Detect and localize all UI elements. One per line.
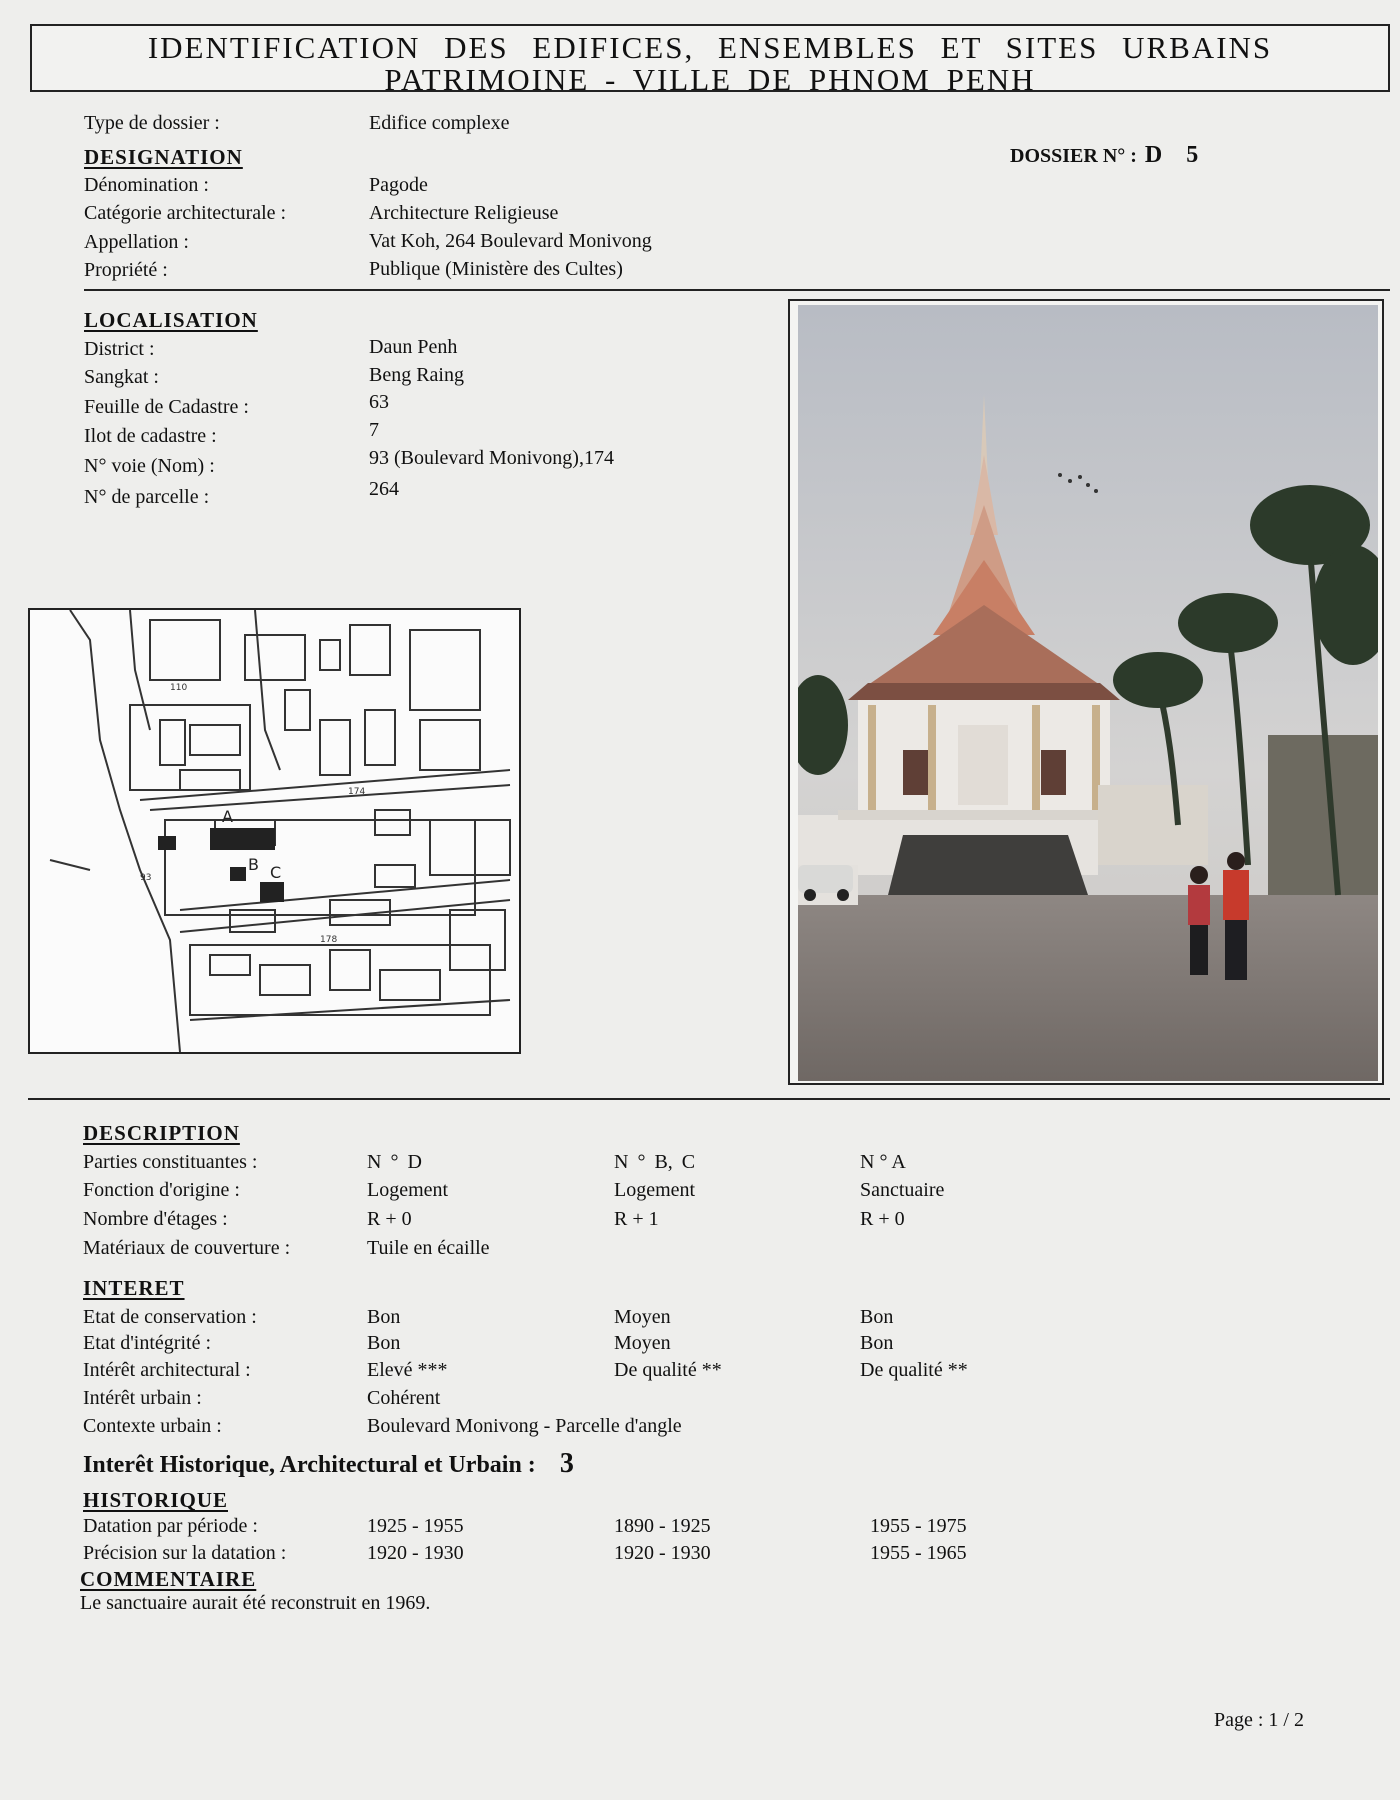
type-dossier-value: Edifice complexe bbox=[369, 112, 510, 134]
dossier-number-label: DOSSIER N° : bbox=[1010, 145, 1137, 167]
designation-label: Catégorie architecturale : bbox=[84, 202, 287, 224]
designation-value: Publique (Ministère des Cultes) bbox=[369, 258, 623, 280]
interet-label: Intérêt architectural : bbox=[83, 1359, 251, 1381]
document-title-box bbox=[30, 24, 1390, 97]
description-col1: Logement bbox=[367, 1179, 449, 1201]
interet-label: Intérêt urbain : bbox=[83, 1387, 202, 1409]
historique-col1: 1920 - 1930 bbox=[367, 1542, 464, 1564]
map-street-110: 110 bbox=[170, 683, 188, 693]
designation-label: Propriété : bbox=[84, 259, 168, 281]
description-col3: N ° A bbox=[860, 1151, 906, 1173]
interet-label: Etat de conservation : bbox=[83, 1306, 257, 1328]
map-street-178: 178 bbox=[320, 935, 338, 945]
localisation-heading: LOCALISATION bbox=[84, 308, 258, 332]
localisation-label: N° voie (Nom) : bbox=[84, 455, 215, 477]
historique-col1: 1925 - 1955 bbox=[367, 1515, 464, 1537]
map-street-174: 174 bbox=[348, 787, 366, 797]
designation-label: Appellation : bbox=[84, 231, 189, 253]
dossier-number-value: D 5 bbox=[1144, 142, 1199, 168]
map-label-c: C bbox=[270, 863, 282, 882]
interet-total bbox=[83, 1448, 574, 1480]
interet-col1: Cohérent bbox=[367, 1387, 441, 1409]
interet-col2: De qualité ** bbox=[614, 1359, 722, 1381]
description-label: Matériaux de couverture : bbox=[83, 1237, 291, 1259]
interet-col3: Bon bbox=[860, 1332, 894, 1354]
localisation-value: 7 bbox=[369, 419, 379, 441]
interet-col1: Boulevard Monivong - Parcelle d'angle bbox=[367, 1415, 682, 1437]
historique-col3: 1955 - 1975 bbox=[870, 1515, 967, 1537]
localisation-value: Daun Penh bbox=[369, 336, 458, 358]
localisation-label: N° de parcelle : bbox=[84, 486, 210, 508]
interet-label: Contexte urbain : bbox=[83, 1415, 222, 1437]
historique-label: Précision sur la datation : bbox=[83, 1542, 287, 1564]
designation-label: Dénomination : bbox=[84, 174, 209, 196]
localisation-label: District : bbox=[84, 338, 155, 360]
cadastral-map bbox=[28, 608, 521, 1054]
interet-heading: INTERET bbox=[83, 1276, 185, 1300]
localisation-value: 93 (Boulevard Monivong),174 bbox=[369, 447, 614, 469]
map-street-93: 93 bbox=[140, 873, 152, 883]
designation-value: Vat Koh, 264 Boulevard Monivong bbox=[369, 230, 652, 252]
document-title-line2: PATRIMOINE - VILLE DE PHNOM PENH bbox=[384, 62, 1036, 97]
interet-label: Etat d'intégrité : bbox=[83, 1332, 212, 1354]
interet-total-score: 3 bbox=[559, 1448, 574, 1479]
description-heading: DESCRIPTION bbox=[83, 1121, 240, 1145]
description-col2: R + 1 bbox=[614, 1208, 659, 1230]
description-col1: N ° D bbox=[367, 1151, 422, 1173]
localisation-label: Sangkat : bbox=[84, 366, 159, 388]
map-label-b: B bbox=[248, 855, 259, 874]
interet-col3: De qualité ** bbox=[860, 1359, 968, 1381]
historique-col2: 1890 - 1925 bbox=[614, 1515, 711, 1537]
building-photograph bbox=[788, 299, 1384, 1085]
historique-heading: HISTORIQUE bbox=[83, 1488, 228, 1512]
page-number: Page : 1 / 2 bbox=[1214, 1709, 1304, 1731]
description-label: Fonction d'origine : bbox=[83, 1179, 240, 1201]
historique-col3: 1955 - 1965 bbox=[870, 1542, 967, 1564]
localisation-label: Feuille de Cadastre : bbox=[84, 396, 249, 418]
interet-col2: Moyen bbox=[614, 1306, 671, 1328]
section-divider bbox=[84, 289, 1390, 291]
cadastral-map-drawing bbox=[30, 610, 519, 1052]
interet-col1: Bon bbox=[367, 1306, 401, 1328]
description-label: Parties constituantes : bbox=[83, 1151, 258, 1173]
type-dossier-label: Type de dossier : bbox=[84, 112, 220, 134]
description-col2: N ° B, C bbox=[614, 1151, 696, 1173]
historique-col2: 1920 - 1930 bbox=[614, 1542, 711, 1564]
description-col3: Sanctuaire bbox=[860, 1179, 945, 1201]
document-title-line1: IDENTIFICATION DES EDIFICES, ENSEMBLES ET SITES URBAINS bbox=[147, 30, 1273, 65]
localisation-value: 264 bbox=[369, 478, 399, 500]
interet-col1: Bon bbox=[367, 1332, 401, 1354]
localisation-value: Beng Raing bbox=[369, 364, 464, 386]
map-label-a: A bbox=[222, 807, 233, 826]
interet-total-label: Interêt Historique, Architectural et Urbain : bbox=[83, 1452, 536, 1478]
designation-value: Architecture Religieuse bbox=[369, 202, 559, 224]
interet-col2: Moyen bbox=[614, 1332, 671, 1354]
interet-col3: Bon bbox=[860, 1306, 894, 1328]
pagoda-photo bbox=[798, 305, 1378, 1081]
commentaire-heading: COMMENTAIRE bbox=[80, 1567, 257, 1591]
interet-col1: Elevé *** bbox=[367, 1359, 448, 1381]
commentaire-text: Le sanctuaire aurait été reconstruit en 1969. bbox=[80, 1592, 431, 1614]
designation-value: Pagode bbox=[369, 174, 428, 196]
localisation-value: 63 bbox=[369, 391, 389, 413]
description-label: Nombre d'étages : bbox=[83, 1208, 228, 1230]
designation-heading: DESIGNATION bbox=[84, 145, 243, 169]
historique-label: Datation par période : bbox=[83, 1515, 258, 1537]
description-col1: Tuile en écaille bbox=[367, 1237, 490, 1259]
description-col1: R + 0 bbox=[367, 1208, 412, 1230]
localisation-label: Ilot de cadastre : bbox=[84, 425, 217, 447]
dossier-number bbox=[1010, 142, 1198, 169]
description-col2: Logement bbox=[614, 1179, 696, 1201]
section-divider bbox=[28, 1098, 1390, 1100]
description-col3: R + 0 bbox=[860, 1208, 905, 1230]
